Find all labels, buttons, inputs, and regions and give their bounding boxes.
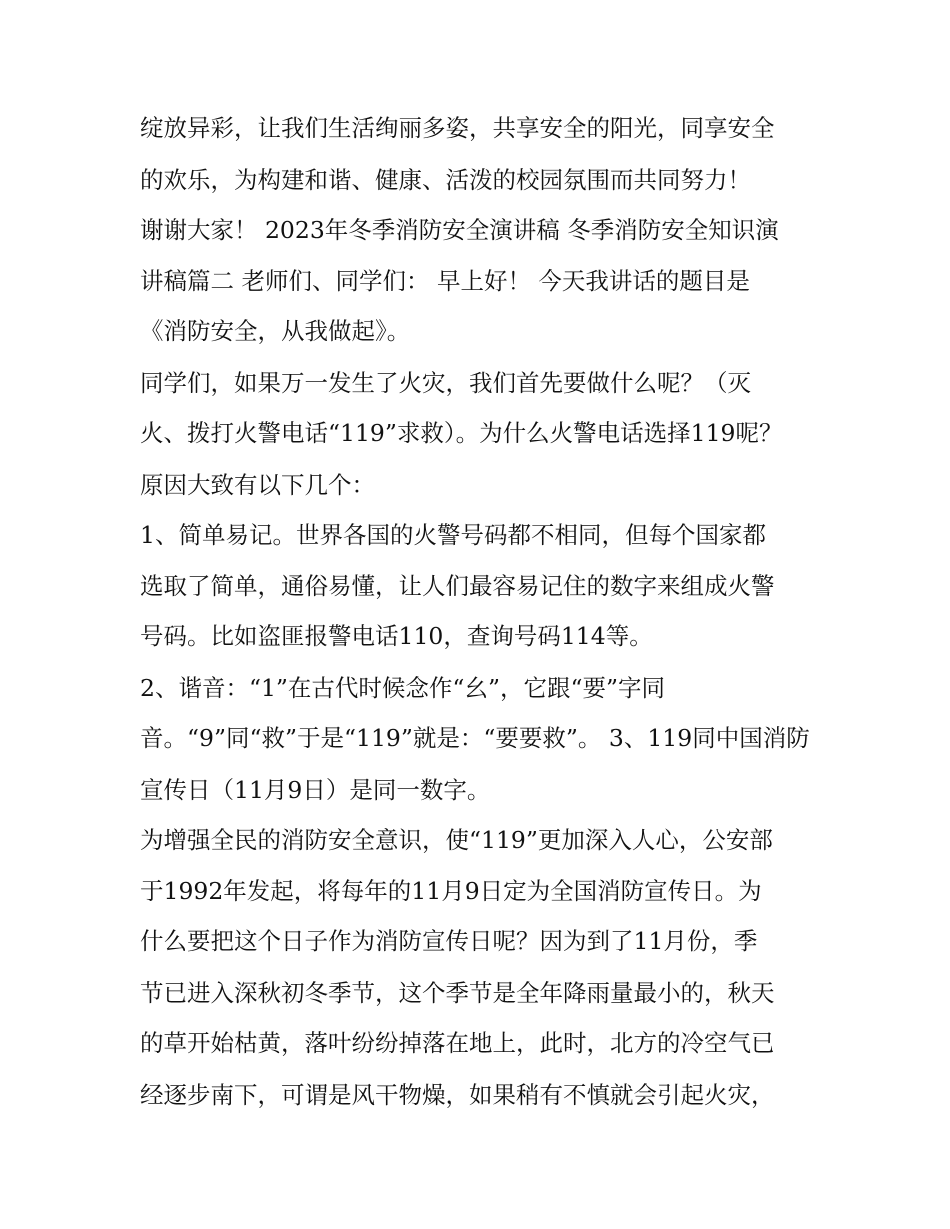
text-line: 经逐步南下，可谓是风干物燥，如果稍有不慎就会引起火灾， (140, 1081, 775, 1109)
text-line: 音。“9”同“救”于是“119”就是：“要要救”。 3、119同中国消防 (140, 724, 810, 752)
text-line: 《消防安全，从我做起》。 (140, 317, 411, 345)
text-line: 为增强全民的消防安全意识，使“119”更加深入人心，公安部 (140, 826, 773, 854)
text-line: 的草开始枯黄，落叶纷纷掉落在地上，此时，北方的冷空气已 (140, 1029, 775, 1057)
text-line: 火、拨打火警电话“119”求救）。为什么火警电话选择119呢？ (140, 419, 783, 447)
text-line: 1、简单易记。世界各国的火警号码都不相同，但每个国家都 (140, 521, 766, 549)
text-line: 原因大致有以下几个： (140, 471, 375, 499)
text-line: 号码。比如盗匪报警电话110，查询号码114等。 (140, 622, 653, 650)
text-line: 于1992年发起，将每年的11月9日定为全国消防宣传日。为 (140, 877, 762, 905)
text-line: 选取了简单，通俗易懂，让人们最容易记住的数字来组成火警 (140, 572, 775, 600)
text-line: 宣传日（11月9日）是同一数字。 (140, 776, 491, 804)
text-line: 的欢乐，为构建和谐、健康、活泼的校园氛围而共同努力！ (140, 166, 751, 194)
text-line: 什么要把这个日子作为消防宣传日呢？因为到了11月份，季 (140, 927, 758, 955)
text-line: 同学们，如果万一发生了火灾，我们首先要做什么呢？（灭 (140, 369, 751, 397)
text-line: 绽放异彩，让我们生活绚丽多姿，共享安全的阳光，同享安全 (140, 114, 775, 142)
text-line: 谢谢大家！ 2023年冬季消防安全演讲稿 冬季消防安全知识演 (140, 216, 779, 244)
text-line: 2、谐音：“1”在古代时候念作“幺”，它跟“要”字同 (140, 674, 665, 702)
text-line: 讲稿篇二 老师们、同学们： 早上好！ 今天我讲话的题目是 (140, 267, 750, 295)
text-line: 节已进入深秋初冬季节，这个季节是全年降雨量最小的，秋天 (140, 979, 775, 1007)
